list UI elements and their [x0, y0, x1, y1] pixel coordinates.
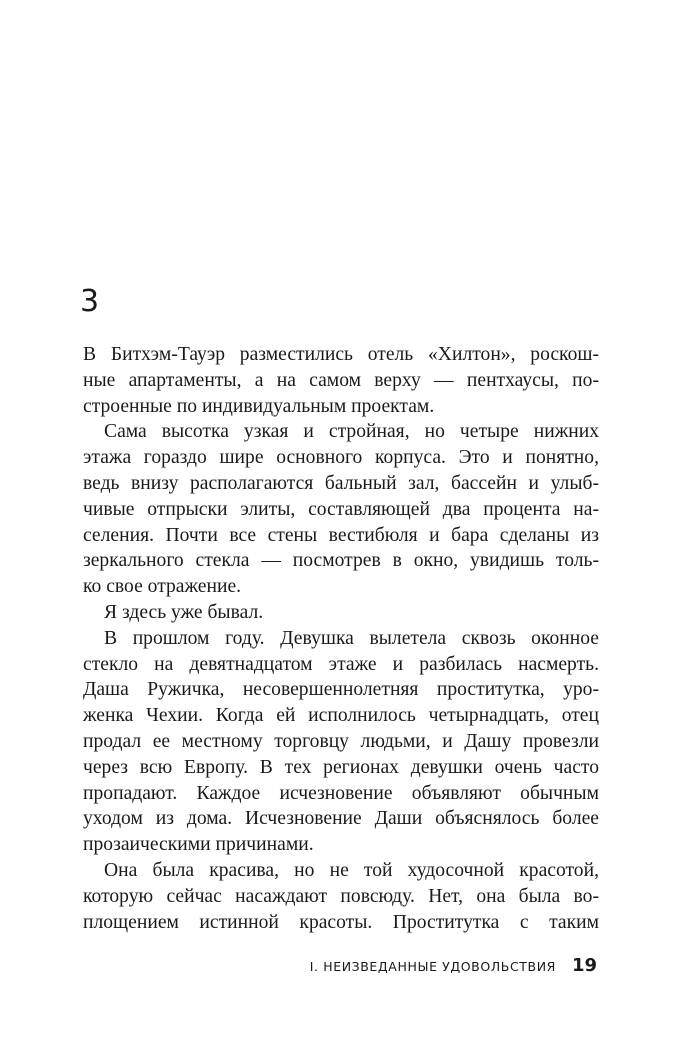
paragraph [83, 342, 599, 419]
paragraph [83, 419, 599, 600]
text-line: Даша Ружичка, несовершеннолетняя проститутка, уро- [83, 679, 599, 701]
text-line: строенные по индивидуальным проектам. [83, 395, 435, 417]
text-line: уходом из дома. Исчезновение Даши объяснялось более [83, 808, 599, 830]
running-title: I. НЕИЗВЕДАННЫЕ УДОВОЛЬСТВИЯ [309, 959, 556, 974]
text-line: которую сейчас насаждают повсюду. Нет, она была во- [83, 885, 599, 907]
text-line: зеркального стекла — посмотрев в окно, увидишь толь- [83, 550, 599, 572]
text-line: ные апартаменты, а на самом верху — пентхаусы, по- [83, 369, 599, 391]
page-number: 19 [571, 955, 597, 976]
text-line: Я здесь уже бывал. [104, 601, 264, 623]
page-footer [310, 955, 597, 976]
paragraph [83, 626, 599, 858]
text-line: В Битхэм-Тауэр разместились отель «Хилтон», роскош- [83, 344, 599, 365]
text-line: ведь внизу располагаются бальный зал, бассейн и улыб- [83, 472, 599, 494]
text-line: прозаическими причинами. [83, 834, 314, 856]
text-line: ко свое отражение. [83, 576, 242, 598]
text-line: чивые отпрыски элиты, составляющей два процента на- [83, 498, 599, 520]
text-line: этажа гораздо шире основного корпуса. Это и понятно, [83, 447, 599, 469]
chapter-number: 3 [80, 284, 100, 319]
paragraph [83, 858, 599, 935]
text-line: пропадают. Каждое исчезновение объявляют обычным [83, 782, 599, 804]
text-line: через всю Европу. В тех регионах девушки очень часто [83, 756, 599, 778]
text-line: стекло на девятнадцатом этаже и разбилась насмерть. [83, 653, 599, 675]
text-line: женка Чехии. Когда ей исполнилось четырнадцать, отец [83, 705, 599, 727]
text-line: площением истинной красоты. Проститутка с таким [83, 911, 599, 933]
text-line: В прошлом году. Девушка вылетела сквозь оконное [104, 627, 599, 649]
paragraph [83, 600, 599, 626]
text-line: Она была красива, но не той худосочной красотой, [104, 859, 599, 881]
text-line: селения. Почти все стены вестибюля и бара сделаны из [83, 524, 599, 546]
text-line: Сама высотка узкая и стройная, но четыре нижних [104, 421, 599, 443]
text-line: продал ее местному торговцу людьми, и Дашу провезли [83, 730, 599, 752]
body-text [83, 342, 599, 935]
